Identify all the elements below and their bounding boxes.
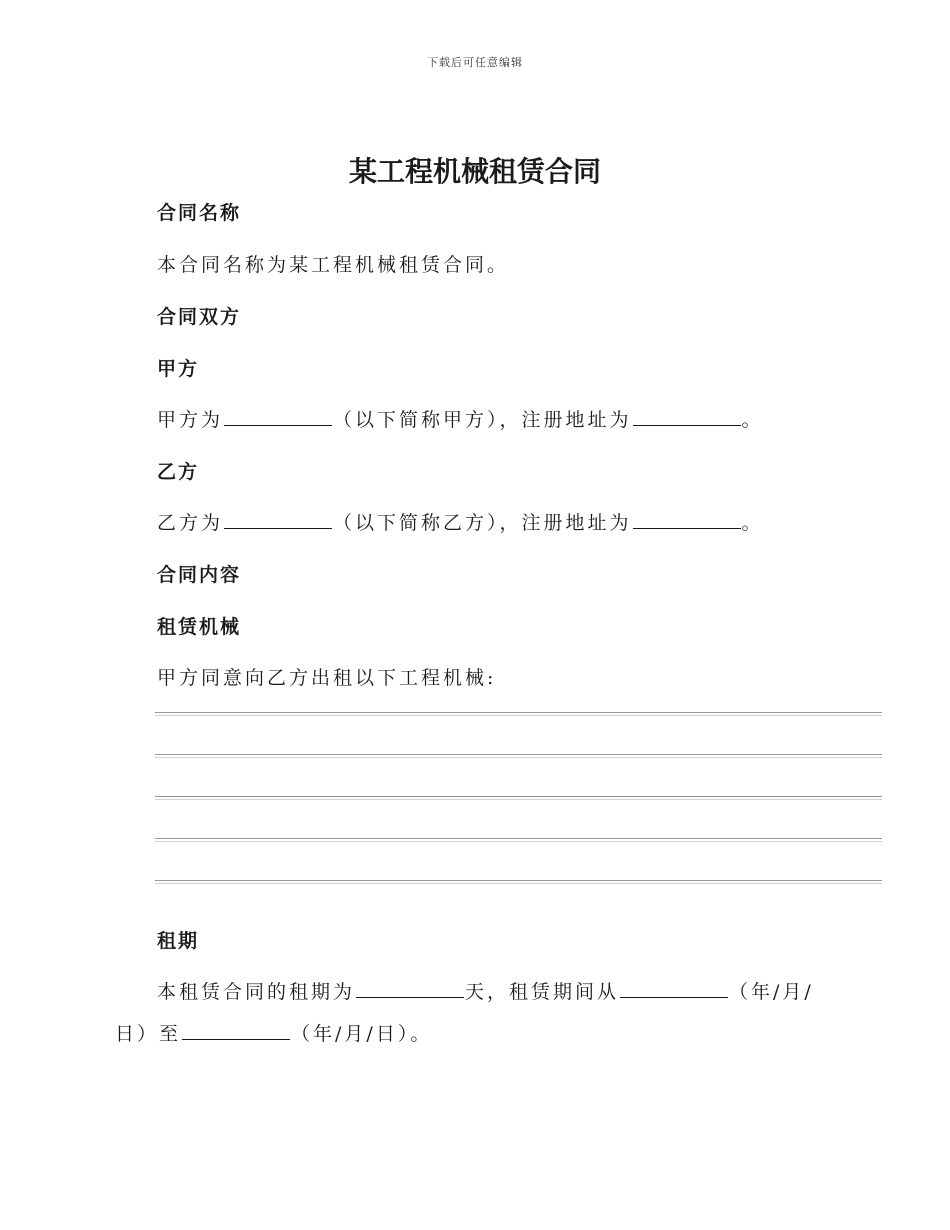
- machinery-list-line[interactable]: [155, 880, 882, 884]
- parties-heading: 合同双方: [157, 306, 242, 328]
- term-line2-part2: （年/月/日）。: [291, 1023, 433, 1045]
- contract-name-text: 本合同名称为某工程机械租赁合同。: [157, 254, 510, 276]
- party-a-suffix: 。: [741, 409, 764, 431]
- party-a-prefix: 甲方为: [157, 409, 224, 431]
- lease-term-text-line2: [115, 1019, 432, 1046]
- party-b-name-blank[interactable]: [224, 510, 332, 529]
- machinery-text: 甲方同意向乙方出租以下工程机械:: [157, 667, 497, 689]
- term-part3: （年/月/: [729, 981, 814, 1003]
- machinery-list-line[interactable]: [155, 796, 882, 800]
- contract-content-heading: 合同内容: [157, 564, 242, 586]
- party-a-heading: 甲方: [157, 358, 200, 380]
- party-a-text: [157, 405, 764, 432]
- party-b-heading: 乙方: [157, 461, 200, 483]
- party-b-address-blank[interactable]: [633, 510, 741, 529]
- party-b-prefix: 乙方为: [157, 512, 224, 534]
- lease-term-text-line1: [157, 977, 814, 1004]
- term-start-date-blank[interactable]: [620, 979, 728, 998]
- lease-term-heading: 租期: [157, 930, 200, 952]
- party-a-address-blank[interactable]: [633, 407, 741, 426]
- party-a-middle: （以下简称甲方），注册地址为: [333, 409, 632, 431]
- term-days-blank[interactable]: [356, 979, 464, 998]
- party-b-middle: （以下简称乙方），注册地址为: [333, 512, 632, 534]
- term-part2: 天，租赁期间从: [465, 981, 620, 1003]
- header-note: 下载后可任意编辑: [427, 56, 523, 69]
- machinery-list-line[interactable]: [155, 838, 882, 842]
- machinery-list-line[interactable]: [155, 754, 882, 758]
- term-line2-part1: 日）至: [115, 1023, 182, 1045]
- term-part1: 本租赁合同的租期为: [157, 981, 356, 1003]
- document-title: 某工程机械租赁合同: [348, 155, 601, 188]
- party-a-name-blank[interactable]: [224, 407, 332, 426]
- party-b-suffix: 。: [741, 512, 764, 534]
- term-end-date-blank[interactable]: [182, 1021, 290, 1040]
- machinery-list-line[interactable]: [155, 712, 882, 716]
- contract-name-heading: 合同名称: [157, 202, 242, 224]
- leased-machinery-heading: 租赁机械: [157, 616, 242, 638]
- party-b-text: [157, 508, 764, 535]
